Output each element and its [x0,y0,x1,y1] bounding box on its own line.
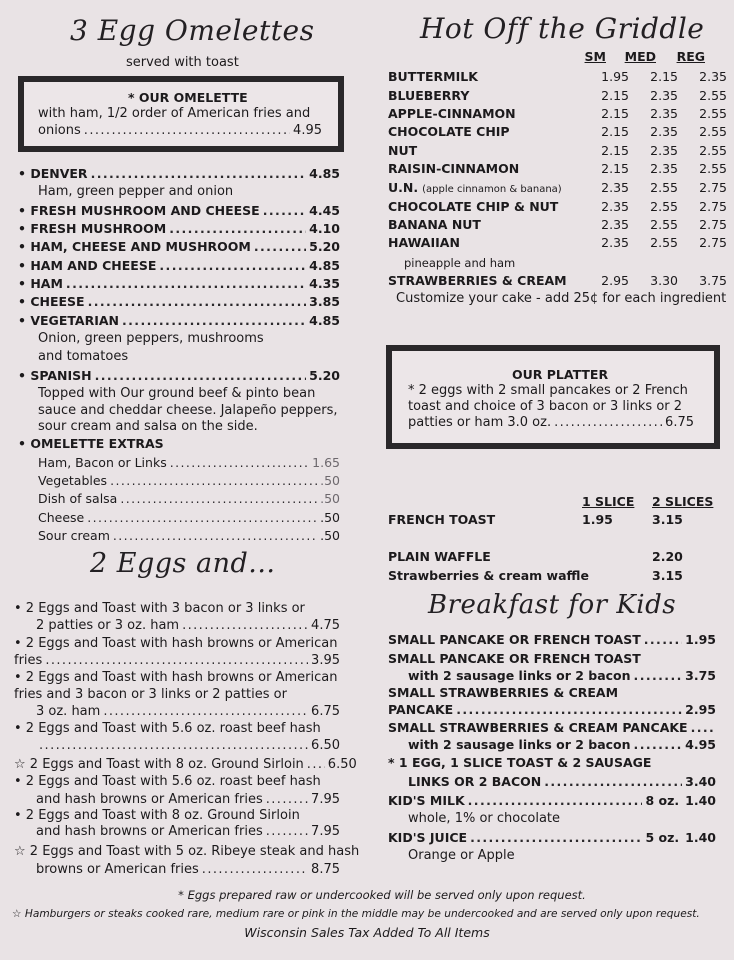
griddle-item [388,273,727,288]
price-sm: 1.95 [601,69,629,84]
kids-item [388,702,716,717]
item-name: 3 oz. ham [36,704,101,719]
price-sm: 2.15 [601,161,629,176]
price-reg: 2.75 [699,180,727,195]
extra-item [38,473,340,488]
griddle-item [388,106,727,121]
price-reg: 2.55 [699,143,727,158]
leader-dots [254,239,306,254]
size-header-row [388,49,705,64]
price-reg: 2.75 [699,217,727,232]
size-header: SM [584,49,606,64]
kids-juice-desc: Orange or Apple [408,848,515,863]
item-price: 6.50 [327,757,357,772]
leader-dots [45,653,308,668]
leader-dots [307,757,325,772]
item-price: 6.50 [311,738,340,753]
footer-note-steaks: ☆ Hamburgers or steaks cooked rare, medium rare or pink in the middle may be undercooked and are served only upon request. [12,908,700,920]
menu-item [18,203,340,218]
platter-price: 6.75 [665,415,694,430]
price-sm: 2.35 [601,199,629,214]
egg-item [36,792,340,807]
griddle-item [388,217,727,232]
egg-item [36,618,340,633]
kids-milk-desc: whole, 1% or chocolate [408,811,561,826]
item-name: • HAM, CHEESE AND MUSHROOM [18,239,251,254]
platter-line: patties or ham 3.0 oz. [408,415,552,430]
item-price: 4.95 [685,737,716,752]
leader-dots [544,774,682,789]
item-name: Dish of salsa [38,491,118,506]
item-name: KID'S MILK [388,793,465,808]
price-sm: 2.15 [601,106,629,121]
our-omelette-desc: with ham, 1/2 order of American fries and [38,106,311,121]
leader-dots [103,704,308,719]
item-name: BLUEBERRY [388,88,470,103]
item-price: 1.65 [312,455,340,470]
item-name: and hash browns or American fries [36,792,263,807]
leader-dots [266,824,308,839]
item-price: 1.95 [685,632,716,647]
item-desc: Topped with Our ground beef & pinto bean [38,386,316,401]
leader-dots [110,473,317,488]
omelettes-subtitle: served with toast [126,55,239,70]
item-price: 4.10 [309,221,340,236]
leader-dots [554,415,662,430]
price-reg: 2.35 [699,69,727,84]
item-price: .50 [320,491,340,506]
leader-dots [122,313,306,328]
price-med: 3.30 [650,273,678,288]
item-name: Cheese [38,510,85,525]
price-med: 2.55 [650,217,678,232]
griddle-title: Hot Off the Griddle [420,12,705,45]
our-omelette-price-row [38,123,322,138]
leader-dots [170,455,309,470]
menu-item [18,368,340,383]
price-med: 2.35 [650,88,678,103]
item-name: 2 patties or 3 oz. ham [36,618,180,633]
price-sm: 2.35 [601,217,629,232]
size-header: REG [676,49,705,64]
item-note: (apple cinnamon & banana) [422,184,562,195]
extra-item [38,510,340,525]
item-name: fries [14,653,43,668]
leader-dots [470,830,642,845]
menu-item [18,276,340,291]
egg-item-line: • 2 Eggs and Toast with 5.6 oz. roast beef hash [14,721,321,736]
item-name: with 2 sausage links or 2 bacon [408,668,631,683]
item-price: 3.85 [309,294,340,309]
customize-note: Customize your cake - add 25¢ for each ingredient [396,291,727,306]
leader-dots [634,737,683,752]
kids-item-line [388,720,716,735]
waffle-price: 3.15 [652,568,683,583]
egg-item-line: ☆ 2 Eggs and Toast with 5 oz. Ribeye steak and hash [14,844,360,859]
item-price: 5.20 [309,239,340,254]
griddle-item [388,143,727,158]
price-reg: 2.55 [699,106,727,121]
item-name: SMALL PANCAKE OR FRENCH TOAST [388,632,641,647]
item-name: CHOCOLATE CHIP & NUT [388,199,559,214]
item-name: HAWAIIAN [388,235,460,250]
item-name: RAISIN-CINNAMON [388,161,520,176]
item-name: • HAM [18,276,63,291]
price-sm: 2.15 [601,88,629,103]
price-reg: 2.75 [699,235,727,250]
price-med: 2.55 [650,235,678,250]
item-price: 4.85 [309,313,340,328]
price-med: 2.35 [650,161,678,176]
kids-item-line: SMALL STRAWBERRIES & CREAM [388,685,619,700]
menu-item [18,294,340,309]
kids-title: Breakfast for Kids [428,590,677,620]
griddle-item [388,69,727,84]
our-omelette-line2: onions [38,123,81,138]
french-toast-price-2: 3.15 [652,512,683,527]
item-name: • FRESH MUSHROOM AND CHEESE [18,203,260,218]
price-sm: 2.95 [601,273,629,288]
item-desc: sauce and cheddar cheese. Jalapeño peppers, [38,403,338,418]
item-name: LINKS OR 2 BACON [408,774,542,789]
leader-dots [202,862,308,877]
item-name: PANCAKE [388,702,454,717]
leader-dots [84,123,290,138]
leader-dots [113,528,317,543]
price-med: 2.55 [650,199,678,214]
egg-item [14,757,357,772]
leader-dots [95,368,307,383]
item-price: 6.75 [311,704,340,719]
item-desc: Onion, green peppers, mushrooms [38,331,264,346]
item-price: 7.95 [311,824,340,839]
price-reg: 2.55 [699,124,727,139]
our-omelette-box [18,76,344,152]
item-desc: Ham, green pepper and onion [38,184,234,199]
item-name: APPLE-CINNAMON [388,106,516,121]
kids-item-line: * 1 EGG, 1 SLICE TOAST & 2 SAUSAGE [388,755,652,770]
item-name: Ham, Bacon or Links [38,455,167,470]
egg-item-line: • 2 Eggs and Toast with hash browns or American [14,636,338,651]
item-price: 5.20 [309,368,340,383]
item-desc: and tomatoes [38,349,129,364]
menu-item [18,221,340,236]
leader-dots [120,491,317,506]
slice-header: 2 SLICES [652,494,714,509]
price-med: 2.55 [650,180,678,195]
price-med: 2.35 [650,143,678,158]
kids-juice [388,830,716,845]
item-price: 1.40 [685,793,716,808]
griddle-item [388,161,727,176]
item-name: STRAWBERRIES & CREAM [388,273,567,288]
price-med: 2.35 [650,106,678,121]
platter-price-row [408,415,694,430]
egg-item [36,704,340,719]
leader-dots [263,203,306,218]
item-name: Sour cream [38,528,110,543]
item-price: 7.95 [311,792,340,807]
item-name: and hash browns or American fries [36,824,263,839]
egg-item [36,738,340,753]
slice-header: 1 SLICE [582,494,635,509]
kids-milk [388,793,716,808]
item-price: 4.45 [309,203,340,218]
leader-dots [169,221,306,236]
menu-item [18,313,340,328]
menu-item [18,239,340,254]
price-sm: 2.15 [601,124,629,139]
kids-item [408,774,716,789]
item-price: .50 [320,510,340,525]
leader-dots [634,668,683,683]
griddle-item [388,235,727,250]
menu-item [18,258,340,273]
egg-item-line: • 2 Eggs and Toast with 5.6 oz. roast beef hash [14,774,321,789]
item-name: • VEGETARIAN [18,313,119,328]
leader-dots [468,793,643,808]
french-toast-name: FRENCH TOAST [388,512,496,527]
egg-item-line: • 2 Eggs and Toast with 8 oz. Ground Sirloin [14,808,300,823]
price-reg: 3.75 [699,273,727,288]
kids-item [408,737,716,752]
egg-item [14,653,340,668]
footer-tax-note: Wisconsin Sales Tax Added To All Items [244,925,490,940]
item-name: BANANA NUT [388,217,481,232]
item-price: 3.75 [685,668,716,683]
item-price: 3.95 [311,653,340,668]
price-reg: 2.55 [699,88,727,103]
platter-box [386,345,720,449]
item-name: • CHEESE [18,294,85,309]
extra-item [38,528,340,543]
item-price: .50 [320,528,340,543]
item-name: • FRESH MUSHROOM [18,221,167,236]
kids-item [408,668,716,683]
item-name: Vegetables [38,473,108,488]
item-price: 4.75 [311,618,340,633]
item-size: 5 oz. [645,830,680,845]
omelettes-title: 3 Egg Omelettes [70,14,315,47]
leader-dots [691,720,713,735]
leader-dots [87,510,317,525]
french-toast-price-1: 1.95 [582,512,613,527]
platter-heading: OUR PLATTER [512,367,609,382]
extra-item [38,455,340,470]
item-price: .50 [320,473,340,488]
leader-dots [66,276,306,291]
platter-line: toast and choice of 3 bacon or 3 links or 2 [408,399,683,414]
item-name: browns or American fries [36,862,199,877]
price-reg: 2.55 [699,161,727,176]
item-name: • SPANISH [18,368,92,383]
griddle-item [388,180,727,195]
kids-item [388,632,716,647]
item-price: 4.35 [309,276,340,291]
item-name: BUTTERMILK [388,69,478,84]
item-desc: sour cream and salsa on the side. [38,419,258,434]
extra-item [38,491,340,506]
price-sm: 2.35 [601,235,629,250]
item-name [388,180,580,195]
footer-note-eggs: * Eggs prepared raw or undercooked will be served only upon request. [178,888,586,902]
platter-line: * 2 eggs with 2 small pancakes or 2 French [408,383,688,398]
item-price: 3.40 [685,774,716,789]
price-med: 2.35 [650,124,678,139]
extras-heading: • OMELETTE EXTRAS [18,436,164,451]
item-price: 4.85 [309,258,340,273]
item-price: 8.75 [311,862,340,877]
leader-dots [91,166,307,181]
item-name: • HAM AND CHEESE [18,258,157,273]
spacer [388,49,580,64]
leader-dots [88,294,307,309]
our-omelette-price: 4.95 [293,123,322,138]
item-name: ☆ 2 Eggs and Toast with 8 oz. Ground Sirloin [14,757,304,772]
menu-item [18,166,340,181]
two-eggs-title: 2 Eggs and... [90,548,276,579]
egg-item [36,824,340,839]
item-size: 8 oz. [645,793,680,808]
hawaiian-note: pineapple and ham [404,256,516,270]
griddle-item [388,199,727,214]
waffle-name: PLAIN WAFFLE [388,549,491,564]
leader-dots [644,632,682,647]
leader-dots [159,258,306,273]
price-sm: 2.35 [601,180,629,195]
egg-item-line: • 2 Eggs and Toast with hash browns or American [14,670,338,685]
item-name: SMALL STRAWBERRIES & CREAM PANCAKE [388,720,688,735]
item-name: CHOCOLATE CHIP [388,124,510,139]
leader-dots [456,702,682,717]
price-med: 2.15 [650,69,678,84]
price-reg: 2.75 [699,199,727,214]
size-header: MED [624,49,656,64]
item-name: KID'S JUICE [388,830,468,845]
leader-dots [39,738,308,753]
item-name-text: U.N. [388,180,419,195]
leader-dots [182,618,308,633]
item-name: NUT [388,143,418,158]
egg-item [36,862,340,877]
griddle-item [388,88,727,103]
waffle-name: Strawberries & cream waffle [388,568,589,583]
griddle-item [388,124,727,139]
leader-dots [266,792,308,807]
egg-item-line: fries and 3 bacon or 3 links or 2 patties or [14,687,287,702]
our-omelette-heading: * OUR OMELETTE [128,90,248,105]
kids-item-line: SMALL PANCAKE OR FRENCH TOAST [388,651,641,666]
item-price: 1.40 [685,830,716,845]
price-sm: 2.15 [601,143,629,158]
item-name: with 2 sausage links or 2 bacon [408,737,631,752]
item-price: 2.95 [685,702,716,717]
egg-item-line: • 2 Eggs and Toast with 3 bacon or 3 links or [14,601,305,616]
waffle-price: 2.20 [652,549,683,564]
item-name: • DENVER [18,166,88,181]
item-price: 4.85 [309,166,340,181]
